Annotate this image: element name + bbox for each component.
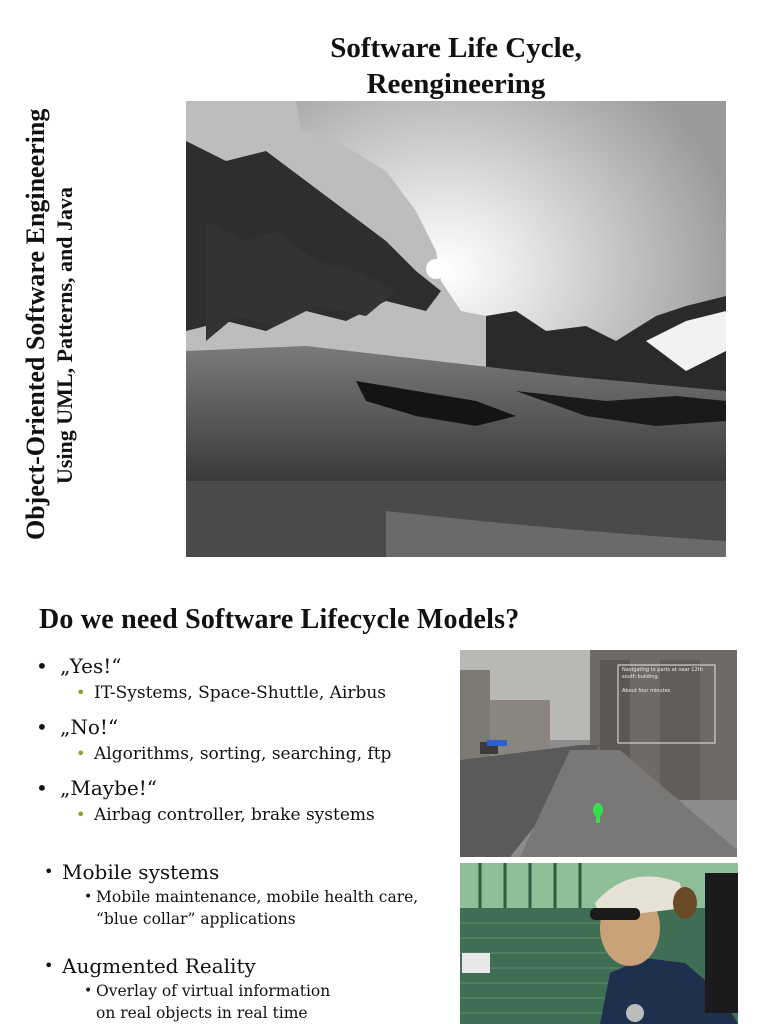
slide-2	[0, 580, 768, 1024]
list-item-ar: • Augmented Reality	[44, 952, 454, 980]
list-item-yes: • „Yes!“	[36, 652, 456, 680]
mobile-sub-line1: Mobile maintenance, mobile health care,	[96, 888, 419, 906]
ar-overlay-line2: south building.	[622, 674, 660, 680]
list-subitem-yes: • IT-Systems, Space-Shuttle, Airbus	[36, 680, 456, 706]
ar-overlay-text	[622, 667, 703, 695]
application-list	[44, 858, 454, 1024]
ar-overlay-line3: About four minutes	[622, 688, 671, 694]
ar-overlay-line1: Navigating to parts at near 12th	[622, 667, 703, 673]
street-ar-photo	[460, 650, 737, 857]
spacer	[44, 930, 454, 952]
lifecycle-answer-list	[36, 652, 456, 835]
side-title-line1: Object-Oriented Software Engineering	[21, 108, 50, 540]
slide-1-title	[186, 30, 726, 102]
list-subitem-maybe: • Airbag controller, brake systems	[36, 802, 456, 828]
list-item-maybe: • „Maybe!“	[36, 774, 456, 802]
list-subitem-mobile	[44, 886, 454, 930]
list-item-no: • „No!“	[36, 713, 456, 741]
title-line1: Software Life Cycle,	[330, 32, 582, 64]
title-line2: Reengineering	[366, 68, 546, 100]
ar-sub-line1: Overlay of virtual information	[96, 982, 331, 1000]
side-title	[22, 30, 77, 540]
slide-2-title: Do we need Software Lifecycle Models?	[39, 604, 520, 635]
list-item-mobile: • Mobile systems	[44, 858, 454, 886]
mobile-sub-line2: “blue collar” applications	[96, 910, 296, 928]
ar-sub-line2: on real objects in real time	[96, 1004, 308, 1022]
list-subitem-no: • Algorithms, sorting, searching, ftp	[36, 741, 456, 767]
side-title-line2: Using UML, Patterns, and Java	[51, 186, 77, 484]
list-subitem-ar	[44, 980, 454, 1024]
mountain-photo	[186, 101, 726, 557]
person-headset-photo	[460, 863, 738, 1024]
